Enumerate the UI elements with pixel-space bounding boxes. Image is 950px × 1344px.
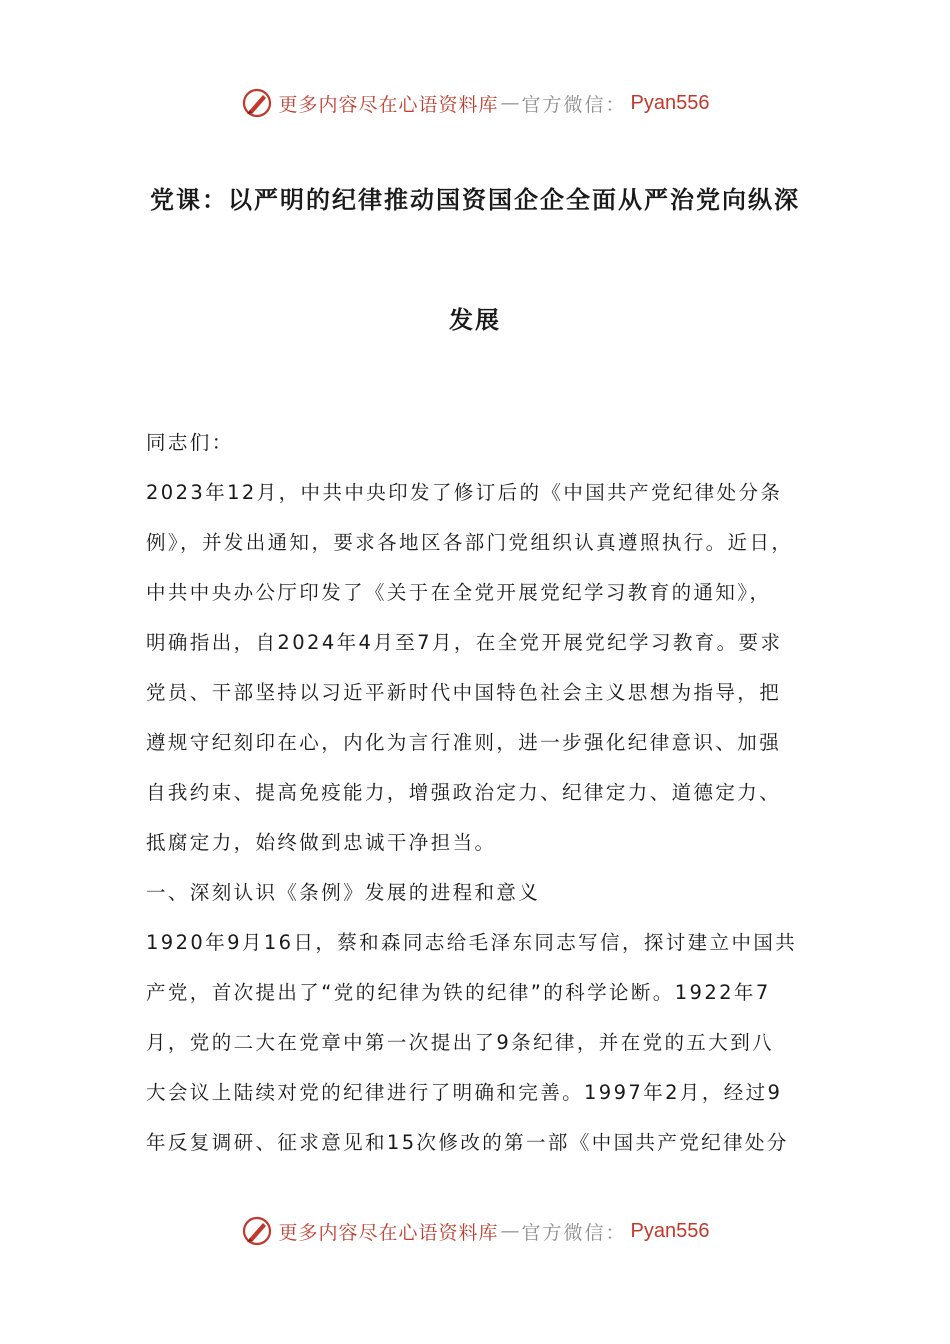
body-line: 党员、干部坚持以习近平新时代中国特色社会主义思想为指导，把 xyxy=(146,681,782,704)
body-line: 明确指出，自2024年4月至7月，在全党开展党纪学习教育。要求 xyxy=(146,631,783,654)
body-line: 产党，首次提出了“党的纪律为铁的纪律”的科学论断。1922年7 xyxy=(146,981,771,1004)
body-line: 同志们： xyxy=(146,431,234,454)
section-heading: 一、深刻认识《条例》发展的进程和意义 xyxy=(146,881,541,904)
body-line: 2023年12月，中共中央印发了修订后的《中国共产党纪律处分条 xyxy=(146,481,783,504)
footer-watermark-banner xyxy=(0,1211,950,1251)
pen-logo-icon xyxy=(241,1215,273,1247)
banner-brand-text: 更多内容尽在心语资料库 xyxy=(278,1221,499,1244)
body-line: 遵规守纪刻印在心，内化为言行准则，进一步强化纪律意识、加强 xyxy=(146,731,782,754)
banner-wechat-label: 官方微信： xyxy=(521,1221,627,1244)
banner-dash: — xyxy=(500,92,520,114)
body-line: 大会议上陆续对党的纪律进行了明确和完善。1997年2月，经过9 xyxy=(146,1081,783,1104)
body-line: 自我约束、提高免疫能力，增强政治定力、纪律定力、道德定力、 xyxy=(146,781,782,804)
body-line: 中共中央办公厅印发了《关于在全党开展党纪学习教育的通知》， xyxy=(146,581,772,604)
body-line: 抵腐定力，始终做到忠诚干净担当。 xyxy=(146,831,497,854)
body-line: 1920年9月16日，蔡和森同志给毛泽东同志写信，探讨建立中国共 xyxy=(146,931,798,954)
document-title-line-2: 发展 xyxy=(449,306,501,334)
body-line: 月，党的二大在党章中第一次提出了9条纪律，并在党的五大到八 xyxy=(146,1031,775,1054)
banner-dash: — xyxy=(500,1220,520,1242)
banner-brand-text: 更多内容尽在心语资料库 xyxy=(278,93,499,116)
body-line: 例》，并发出通知，要求各地区各部门党组织认真遵照执行。近日， xyxy=(146,531,794,554)
header-watermark-banner xyxy=(0,83,950,123)
banner-wechat-id: Pyan556 xyxy=(630,91,710,114)
document-title-line-1: 党课：以严明的纪律推动国资国企企全面从严治党向纵深 xyxy=(150,186,800,214)
document-body xyxy=(146,418,818,1168)
banner-wechat-id: Pyan556 xyxy=(630,1219,710,1242)
pen-logo-icon xyxy=(241,87,273,119)
banner-wechat-label: 官方微信： xyxy=(521,93,627,116)
body-line: 年反复调研、征求意见和15次修改的第一部《中国共产党纪律处分 xyxy=(146,1131,789,1154)
